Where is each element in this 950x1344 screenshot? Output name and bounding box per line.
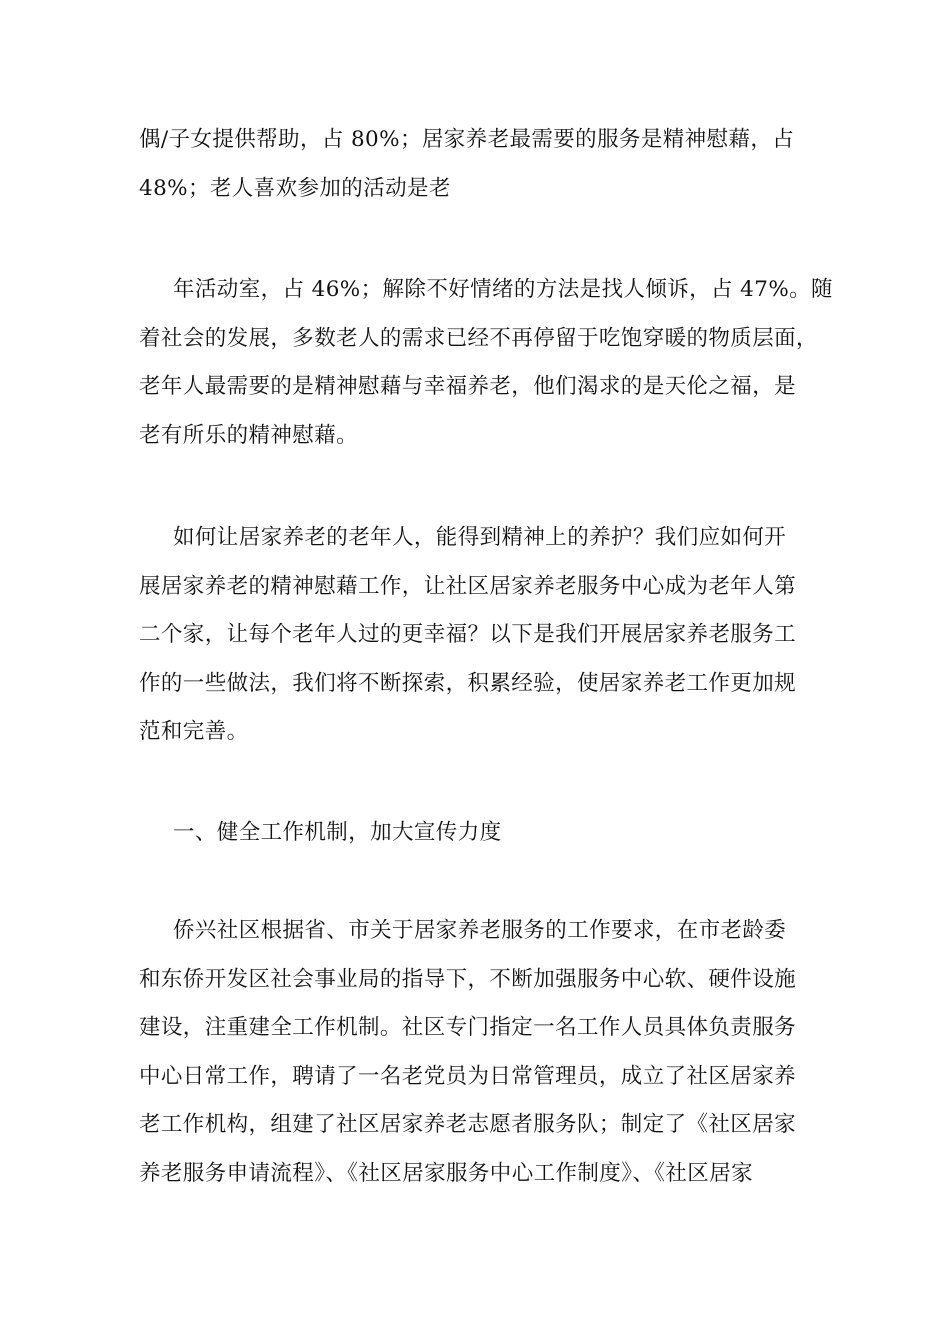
text-line: 着社会的发展，多数老人的需求已经不再停留于吃饱穿暖的物质层面， [139, 325, 818, 351]
section-heading [139, 809, 819, 858]
text-line: 老有所乐的精神慰藉。 [139, 422, 359, 448]
paragraph-statistics-continued [139, 116, 819, 213]
paragraph-elderly-needs [139, 266, 833, 460]
text-line: 老年人最需要的是精神慰藉与幸福养老，他们渴求的是天伦之福，是 [139, 374, 797, 399]
text-line: 48%；老人喜欢参加的活动是老 [139, 175, 451, 201]
section-heading-text: 一、健全工作机制，加大宣传力度 [173, 820, 502, 845]
text-line: 建设，注重建全工作机制。社区专门指定一名工作人员具体负责服务 [139, 1015, 797, 1040]
text-line: 偶/子女提供帮助，占 80%；居家养老最需要的服务是精神慰藉，占 [139, 127, 795, 152]
text-line: 二个家，让每个老年人过的更幸福？以下是我们开展居家养老服务工 [139, 622, 797, 647]
text-line: 养老服务申请流程》、《社区居家服务中心工作制度》、《社区居家 [139, 1160, 754, 1186]
text-line: 展居家养老的精神慰藉工作，让社区居家养老服务中心成为老年人第 [139, 573, 797, 599]
text-line: 中心日常工作，聘请了一名老党员为日常管理员，成立了社区居家养 [139, 1063, 797, 1089]
text-line: 侨兴社区根据省、市关于居家养老服务的工作要求，在市老龄委 [173, 918, 787, 943]
text-line: 老工作机构，组建了社区居家养老志愿者服务队；制定了《社区居家 [139, 1112, 797, 1137]
text-line: 年活动室，占 46%；解除不好情绪的方法是找人倾诉，占 47%。随 [173, 277, 833, 302]
text-line: 和东侨开发区社会事业局的指导下，不断加强服务中心软、硬件设施 [139, 966, 797, 992]
paragraph-introduction [139, 514, 819, 757]
text-line: 作的一些做法，我们将不断探索，积累经验，使居家养老工作更加规 [139, 670, 797, 696]
text-line: 如何让居家养老的老年人，能得到精神上的养护？我们应如何开 [173, 525, 787, 550]
text-line: 范和完善。 [139, 719, 249, 744]
paragraph-work-mechanism [139, 907, 819, 1198]
